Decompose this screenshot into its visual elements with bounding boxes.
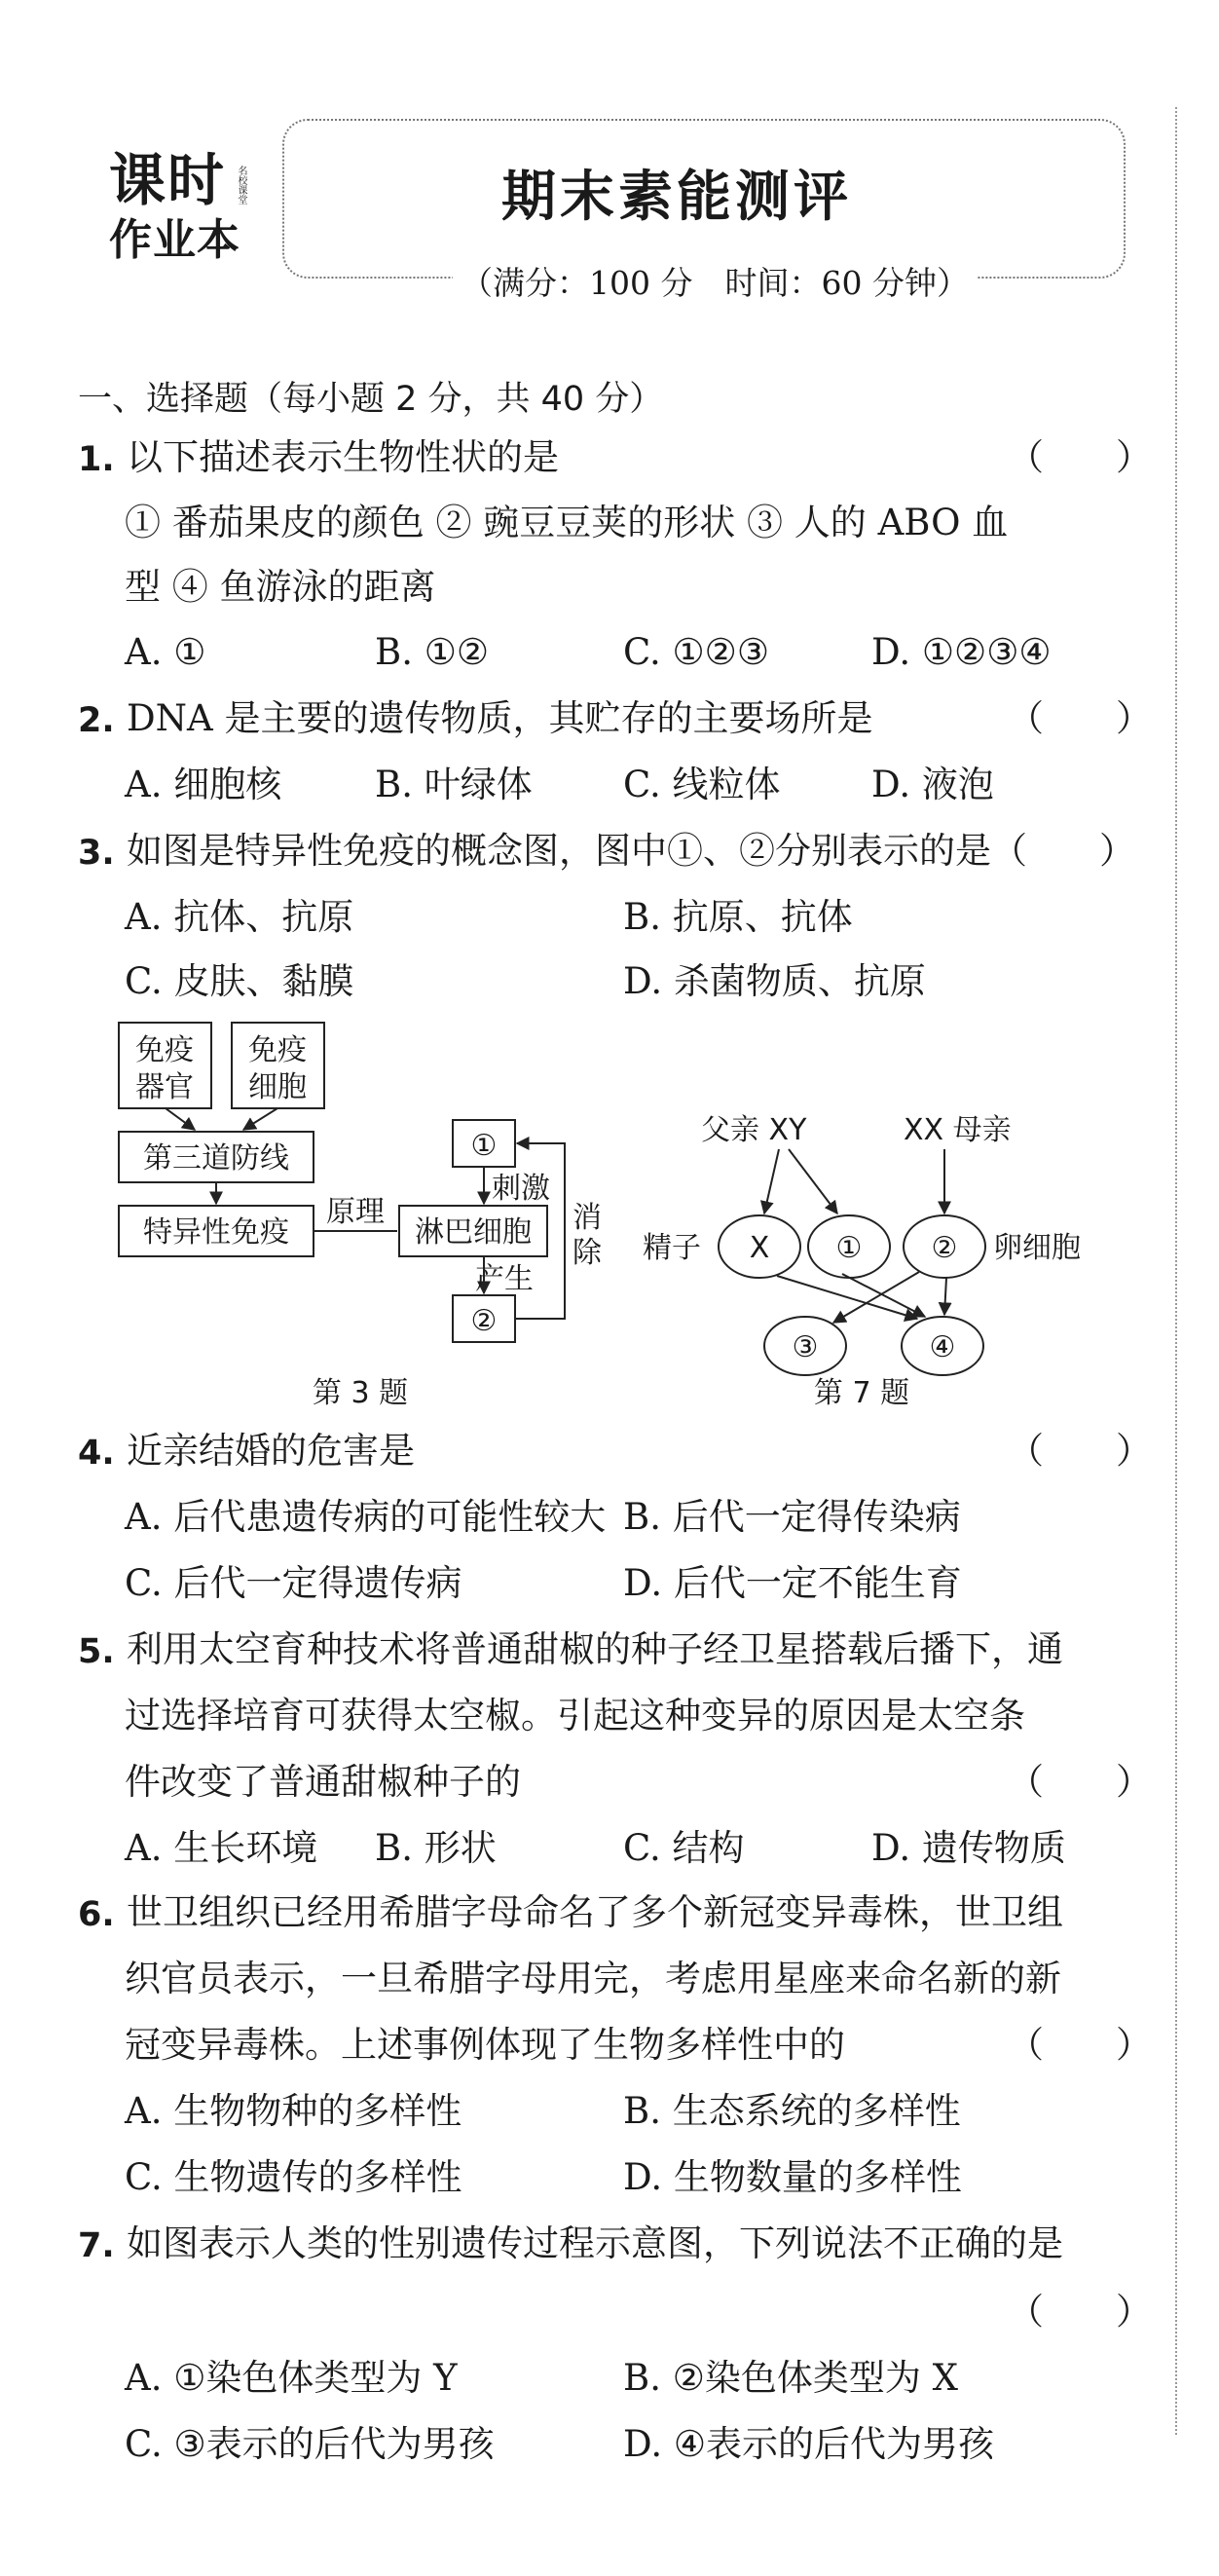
fig7-x: X: [749, 1231, 770, 1265]
question-number: 5.: [78, 1632, 115, 1671]
page-title: 期末素能测评: [501, 166, 852, 229]
option-c[interactable]: C. 后代一定得遗传病: [125, 1562, 462, 1604]
option-d[interactable]: D. 液泡: [871, 764, 994, 805]
question-stem: 近亲结婚的危害是: [127, 1430, 415, 1472]
question-text: ① 番茄果皮的颜色 ② 豌豆豆荚的形状 ③ 人的 ABO 血: [125, 502, 1009, 543]
option-d[interactable]: D. 生物数量的多样性: [623, 2156, 962, 2198]
answer-blank[interactable]: （ ）: [1008, 1430, 1152, 1472]
option-b[interactable]: B. ②染色体类型为 X: [623, 2357, 958, 2399]
question-stem: DNA 是主要的遗传物质，其贮存的主要场所是: [127, 697, 873, 739]
option-d[interactable]: D. 后代一定不能生育: [623, 1562, 962, 1604]
question-stem: 如图是特异性免疫的概念图，图中①、②分别表示的是（ ）: [127, 830, 1135, 872]
fig3-stimulate: 刺激: [492, 1172, 550, 1206]
logo-line2: 作业本: [109, 215, 240, 265]
answer-blank[interactable]: （ ）: [1008, 697, 1152, 739]
question-stem: 如图表示人类的性别遗传过程示意图，下列说法不正确的是: [127, 2222, 1063, 2264]
question-stem: 以下描述表示生物性状的是: [127, 436, 559, 478]
option-b[interactable]: B. ①②: [375, 631, 490, 673]
question-text: 织官员表示，一旦希腊字母用完，考虑用星座来命名新的新: [125, 1958, 1061, 1999]
fig7-c2: ②: [931, 1231, 958, 1265]
fig7-mother: XX 母亲: [904, 1113, 1012, 1147]
margin-line: [1175, 107, 1177, 2435]
fig3-cell-2: 细胞: [248, 1070, 307, 1104]
question-text: 件改变了普通甜椒种子的: [125, 1761, 521, 1803]
fig7-egg: 卵细胞: [993, 1231, 1081, 1265]
figure-7-sex-inheritance: [643, 1110, 1173, 1422]
option-d[interactable]: D. 遗传物质: [871, 1827, 1066, 1869]
answer-blank[interactable]: （ ）: [1008, 2024, 1152, 2066]
fig7-c1: ①: [835, 1231, 863, 1265]
question-number: 6.: [78, 1895, 115, 1934]
fig3-third-line: 第三道防线: [143, 1141, 289, 1176]
option-b[interactable]: B. 生态系统的多样性: [623, 2090, 961, 2132]
option-c[interactable]: C. 线粒体: [623, 764, 781, 805]
option-a[interactable]: A. ①: [125, 631, 206, 673]
option-d[interactable]: D. ④表示的后代为男孩: [623, 2423, 995, 2465]
fig3-c2: ②: [470, 1304, 498, 1338]
fig3-produce: 产生: [475, 1262, 534, 1296]
option-c[interactable]: C. 生物遗传的多样性: [125, 2156, 462, 2198]
fig7-caption: 第 7 题: [813, 1376, 910, 1410]
option-d[interactable]: D. 杀菌物质、抗原: [623, 960, 926, 1002]
question-text: 利用太空育种技术将普通甜椒的种子经卫星搭载后播下，通: [127, 1628, 1063, 1670]
fig3-organ-2: 器官: [135, 1070, 194, 1104]
option-a[interactable]: A. ①染色体类型为 Y: [125, 2357, 458, 2399]
fig3-cell-1: 免疫: [248, 1033, 307, 1067]
question-text: 冠变异毒株。上述事例体现了生物多样性中的: [125, 2024, 845, 2066]
fig3-eliminate-2: 除: [573, 1236, 602, 1270]
fig7-c4: ④: [929, 1330, 956, 1364]
option-a[interactable]: A. 细胞核: [125, 764, 282, 805]
question-text: 世卫组织已经用希腊字母命名了多个新冠变异毒株，世卫组: [127, 1891, 1063, 1933]
question-number: 2.: [78, 701, 115, 740]
fig3-principle: 原理: [326, 1195, 385, 1229]
answer-blank[interactable]: （ ）: [1008, 1761, 1152, 1803]
fig3-lymph: 淋巴细胞: [415, 1215, 532, 1250]
option-a[interactable]: A. 生物物种的多样性: [125, 2090, 462, 2132]
option-c[interactable]: C. 皮肤、黏膜: [125, 960, 354, 1002]
option-d[interactable]: D. ①②③④: [871, 631, 1052, 673]
option-b[interactable]: B. 后代一定得传染病: [623, 1496, 961, 1538]
question-text: 过选择培育可获得太空椒。引起这种变异的原因是太空条: [125, 1695, 1025, 1736]
option-b[interactable]: B. 抗原、抗体: [623, 896, 853, 938]
fig3-caption: 第 3 题: [312, 1376, 409, 1410]
question-number: 7.: [78, 2226, 115, 2265]
option-a[interactable]: A. 生长环境: [125, 1827, 318, 1869]
question-number: 3.: [78, 834, 115, 873]
question-number: 1.: [78, 440, 115, 479]
option-a[interactable]: A. 抗体、抗原: [125, 896, 354, 938]
question-number: 4.: [78, 1434, 115, 1473]
question-text: 型 ④ 鱼游泳的距离: [125, 566, 436, 608]
logo-small-text: 名校课堂: [236, 166, 246, 205]
page-subtitle: （满分：100 分 时间：60 分钟）: [453, 258, 977, 304]
fig3-organ-1: 免疫: [135, 1033, 194, 1067]
option-b[interactable]: B. 形状: [375, 1827, 497, 1869]
option-b[interactable]: B. 叶绿体: [375, 764, 533, 805]
option-a[interactable]: A. 后代患遗传病的可能性较大: [125, 1496, 607, 1538]
section-heading: 一、选择题（每小题 2 分，共 40 分）: [78, 380, 664, 419]
answer-blank[interactable]: （ ）: [1008, 2291, 1152, 2333]
fig7-sperm: 精子: [643, 1231, 701, 1265]
fig3-c1: ①: [470, 1129, 498, 1163]
fig3-eliminate-1: 消: [573, 1201, 602, 1235]
fig7-c3: ③: [792, 1330, 819, 1364]
logo-line1: 课时: [109, 147, 227, 213]
option-c[interactable]: C. ①②③: [623, 631, 770, 673]
figure-3-immunity-diagram: [107, 1013, 633, 1422]
option-c[interactable]: C. ③表示的后代为男孩: [125, 2423, 495, 2465]
answer-blank[interactable]: （ ）: [1008, 436, 1152, 478]
option-c[interactable]: C. 结构: [623, 1827, 745, 1869]
fig7-father: 父亲 XY: [701, 1113, 807, 1147]
fig3-specific: 特异性免疫: [143, 1215, 289, 1250]
